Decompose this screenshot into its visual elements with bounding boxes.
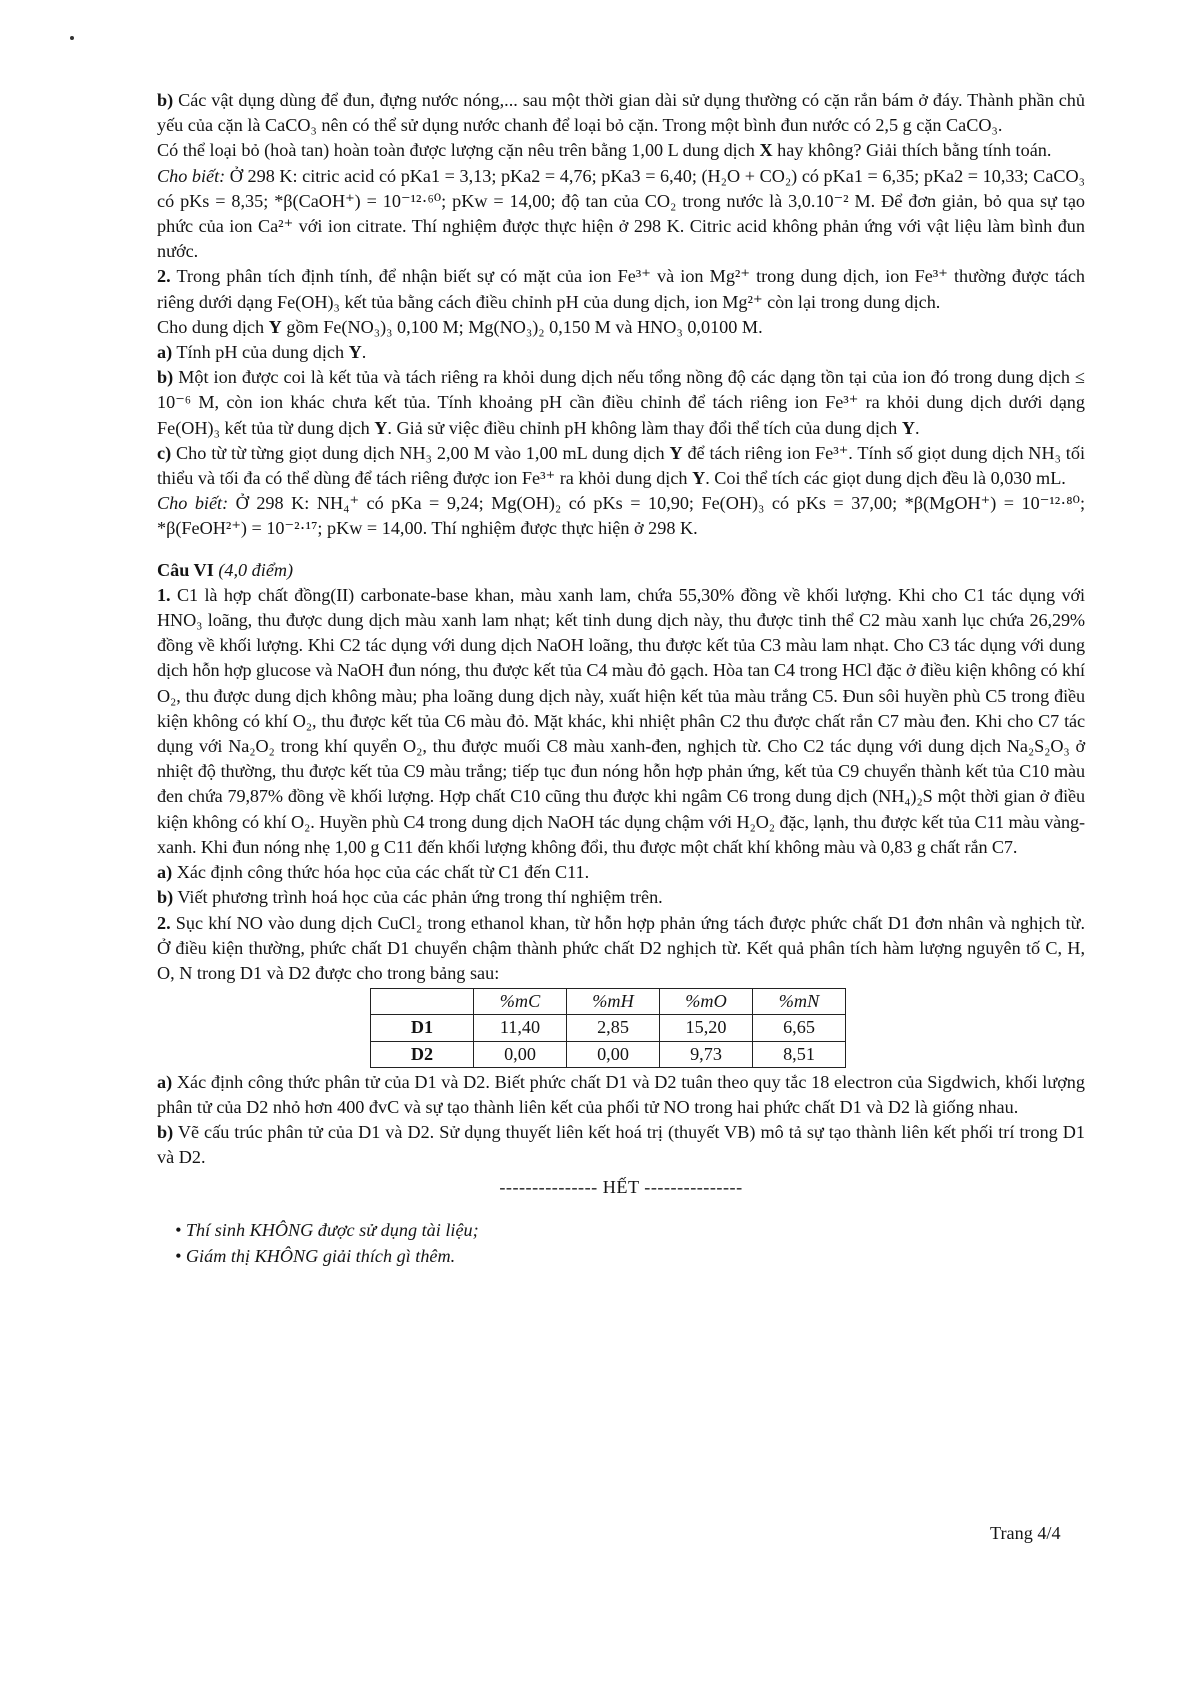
q5-2a-text: Tính pH của dung dịch [172, 342, 349, 363]
table-cell: 8,51 [753, 1041, 846, 1067]
q5b-question-post: hay không? Giải thích bằng tính toán. [772, 140, 1052, 161]
page-number: Trang 4/4 [990, 1523, 1061, 1543]
q5-2a [157, 340, 1085, 365]
table-cell: 2,85 [567, 1015, 660, 1041]
q5-2b [157, 365, 1085, 441]
table-row-label: D2 [371, 1041, 474, 1067]
q5b-given [157, 164, 1085, 265]
q5-2c-y2: Y [692, 468, 706, 489]
q5-2b-post: . [914, 417, 920, 438]
q5b-given-text: Ở 298 K: citric acid có pKa1 = 3,13; pKa2 = 4,76; pKa3 = 6,40; (H₂O + CO₂) có pKa1 = 6,35; pKa2 = 10,33; CaCO₃ có pKs = 8,35; *β(CaOH⁺) = 10⁻¹²·⁶⁰; pKw = 14,00; độ tan của CO₂ trong nước là 3,0.10⁻² M. Để đơn giản, bỏ qua sự tạo phức của ion Ca²⁺ với ion citrate. Thí nghiệm được thực hiện ở 298 K. Citric acid không phản ứng với vật liệu làm bình đun nước. [157, 165, 1085, 262]
q5-2c [157, 441, 1085, 491]
q6-points: (4,0 điểm) [213, 559, 294, 580]
table-row-label: D1 [371, 1015, 474, 1041]
q5b-question-pre: Có thể loại bỏ (hoà tan) hoàn toàn được lượng cặn nêu trên bằng 1,00 L dung dịch [157, 140, 760, 161]
q5-2a-y: Y [348, 342, 362, 363]
table-row [371, 1015, 846, 1041]
q6-1b [157, 885, 1085, 910]
q6-2b-label: b) [157, 1122, 174, 1143]
table-row [371, 1041, 846, 1067]
table-cell: 15,20 [660, 1015, 753, 1041]
q6-2-number: 2. [157, 912, 171, 933]
q5-2b-y2: Y [901, 417, 915, 438]
q6-2b-text: Vẽ cấu trúc phân tử của D1 và D2. Sử dụng thuyết liên kết hoá trị (thuyết VB) mô tả sự tạo thành liên kết phối trí trong D1 và D2. [157, 1122, 1085, 1168]
q5-2c-text: Cho từ từ từng giọt dung dịch NH₃ 2,00 M vào 1,00 mL dung dịch [171, 442, 670, 463]
q5-2-number: 2. [157, 266, 171, 287]
table-header-cell: %mH [567, 989, 660, 1015]
scan-speck [70, 36, 74, 40]
note-item: • Thí sinh KHÔNG được sử dụng tài liệu; [175, 1219, 479, 1240]
table-cell: 11,40 [474, 1015, 567, 1041]
q6-2-text: Sục khí NO vào dung dịch CuCl₂ trong ethanol khan, từ hỗn hợp phản ứng tách được phức chất D1 đơn nhân và nghịch từ. Ở điều kiện thường, phức chất D1 chuyển chậm thành phức chất D2 nghịch từ. Kết quả phân tích hàm lượng nguyên tố C, H, O, N trong D1 và D2 được cho trong bảng sau: [157, 912, 1085, 983]
q5-2c-mid: để tách riêng ion Fe³⁺. Tính số giọt dung dịch NH₃ tối thiểu và tối đa có thể dùng để tách riêng được ion Fe³⁺ ra khỏi dung dịch [157, 442, 1085, 489]
q6-1a-label: a) [157, 862, 173, 883]
q5-2-solution-y: Y [268, 316, 282, 337]
q5-2b-text: Một ion được coi là kết tủa và tách riêng ra khỏi dung dịch nếu tổng nồng độ các dạng tồn tại của ion đó trong dung dịch ≤ 10⁻⁶ M, còn ion khác chưa kết tủa. Tính khoảng pH cần điều chỉnh để tách riêng ion Fe³⁺ ra khỏi dung dịch dưới dạng Fe(OH)₃ kết tủa từ dung dịch [157, 367, 1085, 438]
table-header-cell [371, 989, 474, 1015]
q5b-label: b) [157, 90, 174, 110]
table-header-row [371, 989, 846, 1015]
table-cell: 0,00 [567, 1041, 660, 1067]
q5-2-constants-label: Cho biết: [157, 493, 229, 514]
q5-2a-label: a) [157, 342, 173, 363]
q5-2-intro [157, 264, 1085, 314]
table-header-cell: %mC [474, 989, 567, 1015]
q5b-question [157, 138, 1085, 163]
q5-2-constants-text: Ở 298 K: NH₄⁺ có pKa = 9,24; Mg(OH)₂ có pKs = 10,90; Fe(OH)₃ có pKs = 37,00; *β(MgOH⁺) = 10⁻¹²·⁸⁰; *β(FeOH²⁺) = 10⁻²·¹⁷; pKw = 14,00. Thí nghiệm được thực hiện ở 298 K. [157, 493, 1085, 539]
q5-2c-post: . Coi thể tích các giọt dung dịch đều là 0,030 mL. [705, 468, 1066, 489]
q6-2-paragraph [157, 911, 1085, 987]
q5b-text: Các vật dụng dùng để đun, đựng nước nóng,... sau một thời gian dài sử dụng thường có cặn rắn bám ở đáy. Thành phần chủ yếu của cặn là CaCO₃ nên có thể sử dụng nước chanh để loại bỏ cặn. Trong một bình đun nước có 2,5 g cặn CaCO₃. [157, 90, 1085, 136]
q5-2-constants [157, 491, 1085, 541]
note-item: • Giám thị KHÔNG giải thích gì thêm. [175, 1246, 456, 1267]
q5b-paragraph [157, 88, 1085, 138]
q6-2b [157, 1120, 1085, 1170]
table-header-cell: %mN [753, 989, 846, 1015]
q6-1a-text: Xác định công thức hóa học của các chất từ C1 đến C11. [172, 862, 590, 883]
q6-1-text: C1 là hợp chất đồng(II) carbonate-base khan, màu xanh lam, chứa 55,30% đồng về khối lượng. Khi cho C1 tác dụng với HNO₃ loãng, thu được dung dịch màu xanh lam nhạt; kết tinh dung dịch này, thu được tinh thể C2 màu xanh lục chứa 26,29% đồng về khối lượng. Khi C2 tác dụng với dung dịch NaOH loãng, thu được kết tủa C3 màu lam nhạt. Cho C3 tác dụng với dung dịch hỗn hợp glucose và NaOH đun nóng, thu được kết tủa C4 màu đỏ gạch. Hòa tan C4 trong HCl đặc ở điều kiện không có khí O₂, thu được dung dịch không màu; pha loãng dung dịch này, xuất hiện kết tủa màu trắng C5. Đun sôi huyền phù C5 trong điều kiện không có khí O₂, thu được kết tủa C6 màu đỏ. Mặt khác, khi nhiệt phân C2 thu được chất rắn C7 màu đen. Khi cho C7 tác dụng với Na₂O₂ trong khí quyển O₂, thu được muối C8 màu xanh-đen, nghịch từ. Cho C2 tác dụng với dung dịch Na₂S₂O₃ ở nhiệt độ thường, thu được kết tủa C9 màu trắng; tiếp tục đun nóng hỗn hợp phản ứng, kết tủa C9 chuyển thành kết tủa C10 màu đen chứa 79,87% đồng về khối lượng. Hợp chất C10 cũng thu được khi ngâm C6 trong dung dịch (NH₄)₂S một thời gian ở điều kiện không có khí O₂. Huyền phù C4 trong dung dịch NaOH tác dụng chậm với H₂O₂ đặc, lạnh, thu được kết tủa C11 màu vàng-xanh. Khi đun nóng nhẹ 1,00 g C11 đến khối lượng không đổi, thu được một chất khí không màu và 0,83 g chất rắn C7. [157, 584, 1085, 857]
q6-2a [157, 1070, 1085, 1120]
q5-2-intro-text: Trong phân tích định tính, để nhận biết sự có mặt của ion Fe³⁺ và ion Mg²⁺ trong dung dịch, ion Fe³⁺ thường được tách riêng dưới dạng Fe(OH)₃ kết tủa bằng cách điều chỉnh pH của dung dịch, ion Mg²⁺ còn lại trong dung dịch. [157, 266, 1085, 312]
q5-2b-label: b) [157, 367, 174, 388]
q6-1-number: 1. [157, 584, 171, 605]
q5-2-given [157, 315, 1085, 340]
end-marker: --------------- HẾT --------------- [499, 1176, 743, 1197]
q5-2-given-pre: Cho dung dịch [157, 316, 269, 337]
q6-1-paragraph [157, 583, 1085, 860]
q6-heading [157, 558, 1085, 583]
composition-table [370, 988, 846, 1068]
q6-title: Câu VI [157, 559, 214, 580]
q5-2b-mid: . Giả sử việc điều chỉnh pH không làm thay đổi thể tích của dung dịch [387, 417, 902, 438]
q5b-given-label: Cho biết: [157, 165, 226, 186]
exam-notes [175, 1218, 1085, 1269]
q5b-solution-x: X [759, 140, 773, 161]
q5-2c-label: c) [157, 442, 172, 463]
q6-1a [157, 860, 1085, 885]
q6-2a-label: a) [157, 1071, 173, 1092]
table-cell: 0,00 [474, 1041, 567, 1067]
table-cell: 6,65 [753, 1015, 846, 1041]
q5-2b-y: Y [374, 417, 388, 438]
exam-page [157, 88, 1085, 1270]
q6-1b-label: b) [157, 887, 174, 908]
q6-1b-text: Viết phương trình hoá học của các phản ứng trong thí nghiệm trên. [173, 887, 663, 908]
table-cell: 9,73 [660, 1041, 753, 1067]
q6-2a-text: Xác định công thức phân tử của D1 và D2. Biết phức chất D1 và D2 tuân theo quy tắc 18 electron của Sigdwich, khối lượng phân tử của D2 nhỏ hơn 400 đvC và sự tạo thành liên kết của phối tử NO trong hai phức chất D1 và D2 là giống nhau. [157, 1071, 1085, 1117]
table-header-cell: %mO [660, 989, 753, 1015]
q5-2-given-post: gồm Fe(NO₃)₃ 0,100 M; Mg(NO₃)₂ 0,150 M và HNO₃ 0,0100 M. [281, 316, 763, 337]
q5-2c-y: Y [669, 442, 683, 463]
q5-2a-post: . [361, 342, 367, 363]
